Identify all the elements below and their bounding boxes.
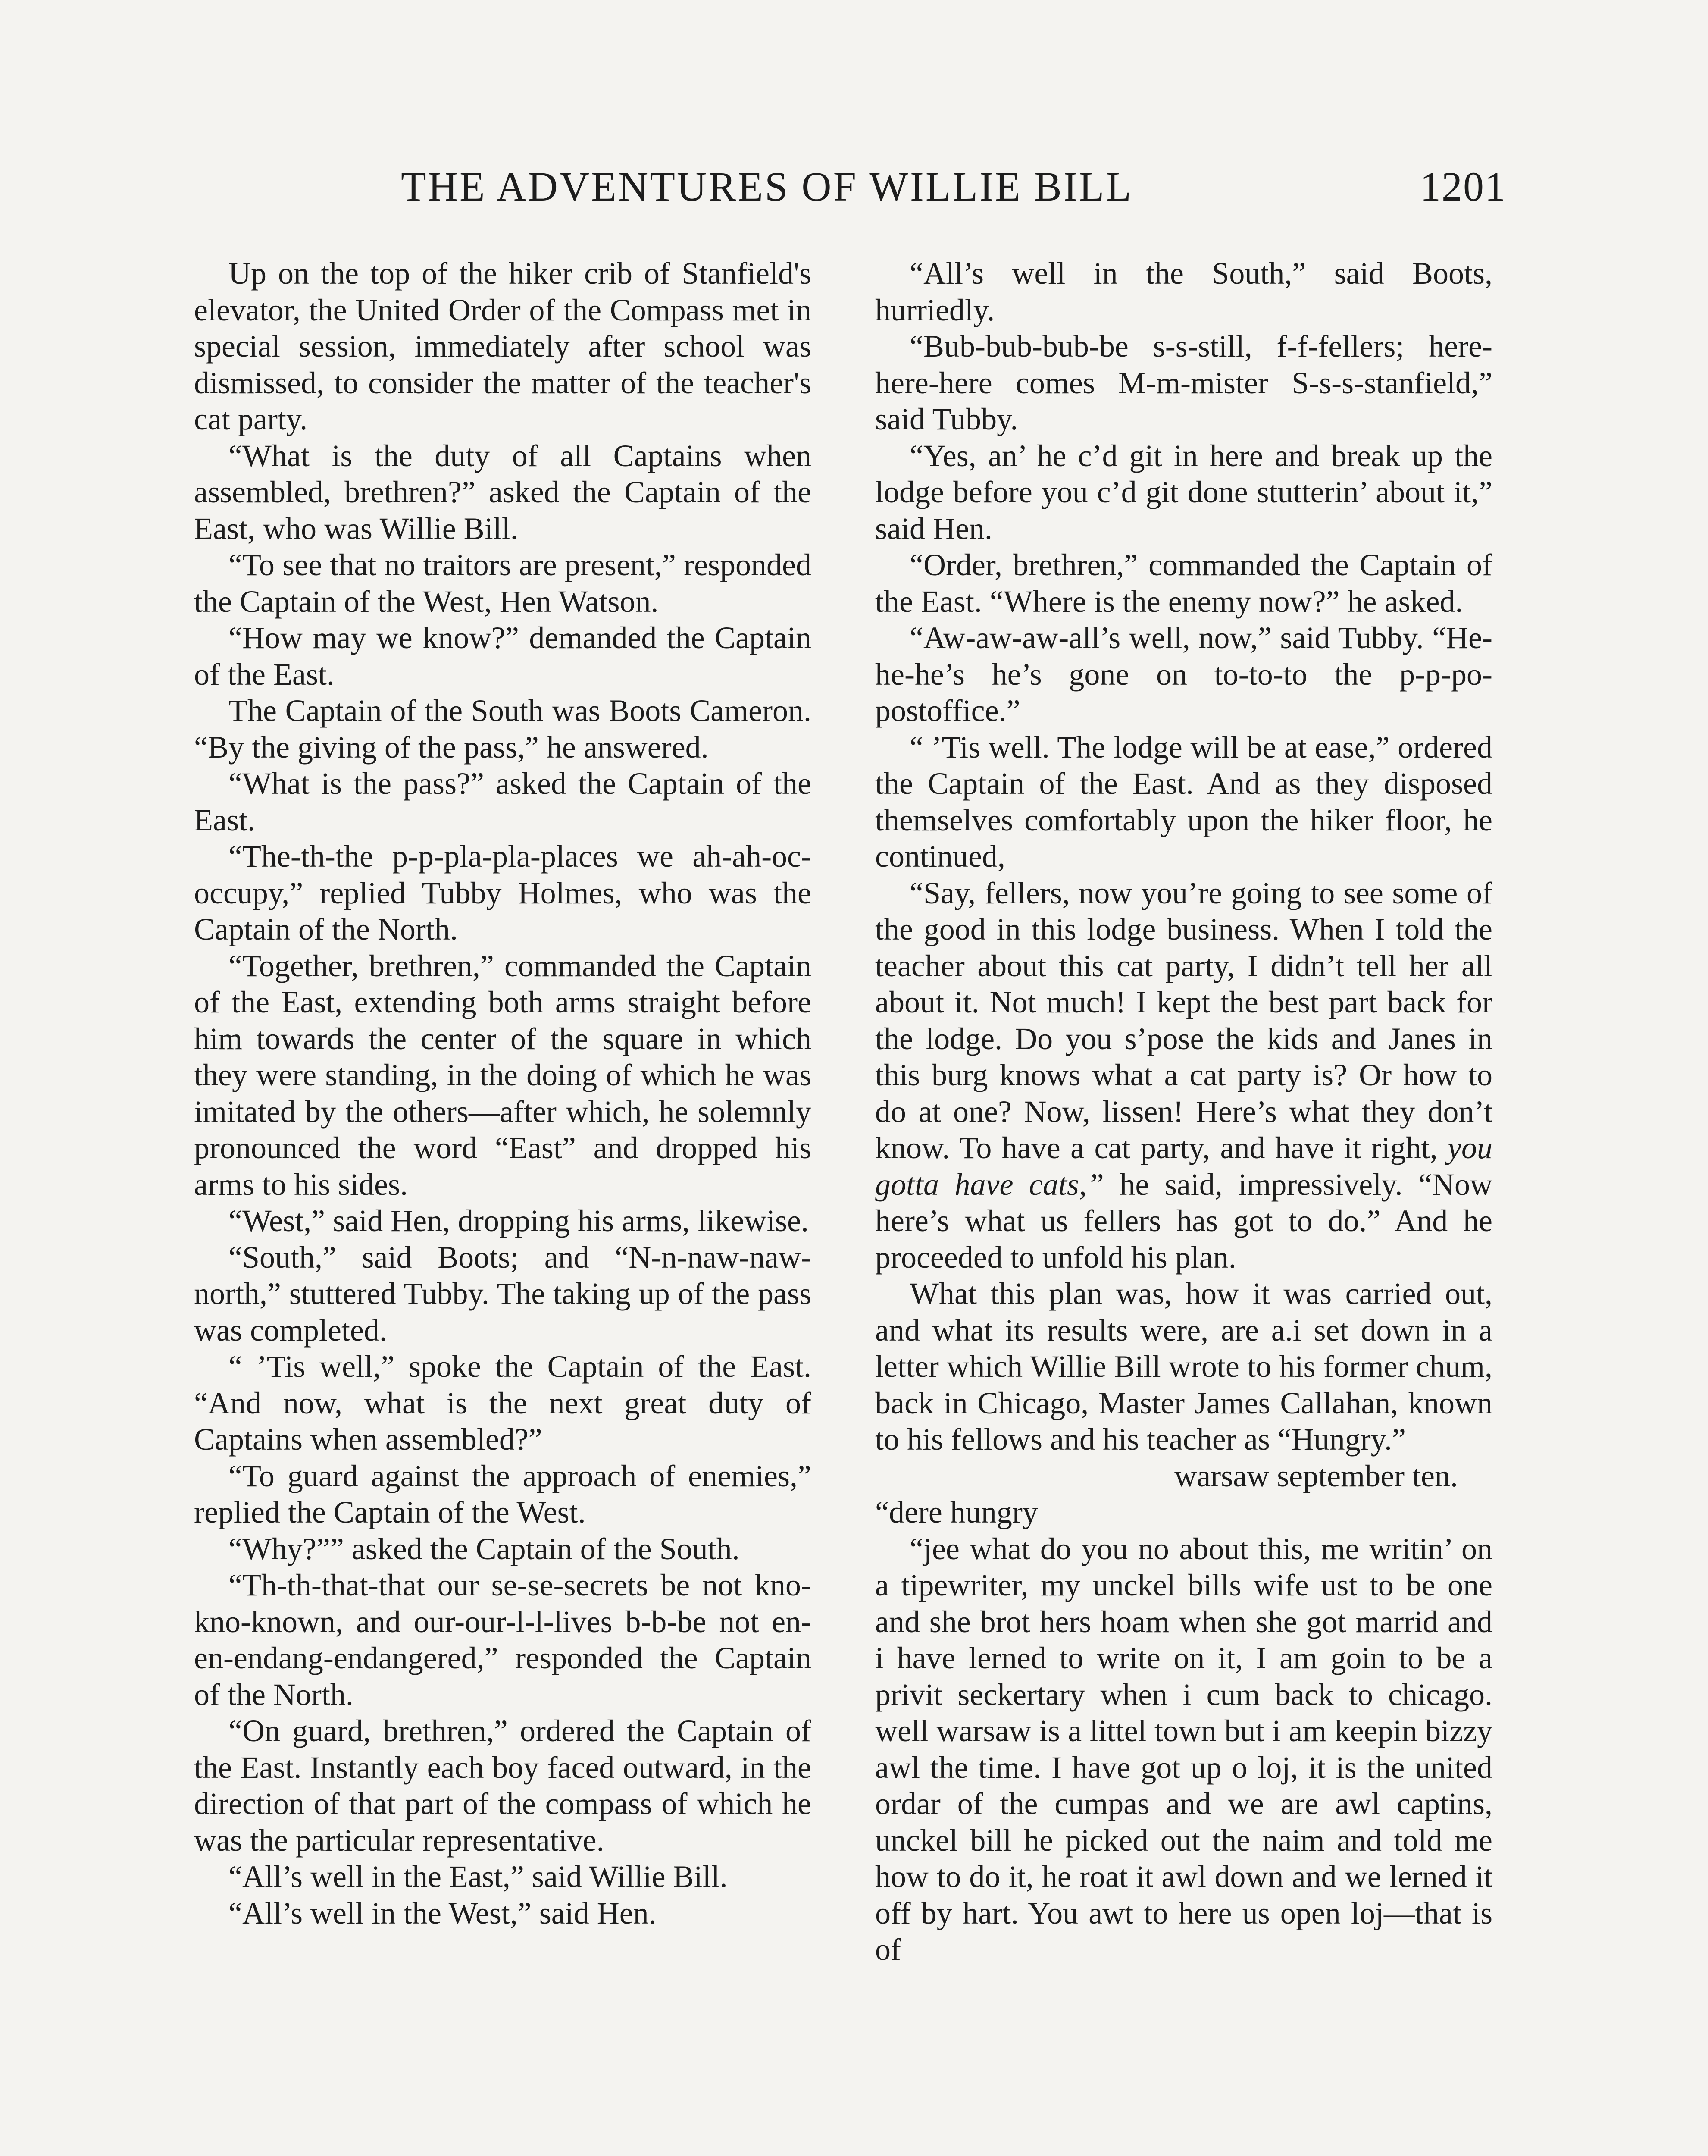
paragraph: What this plan was, how it was carried out, and what its results were, are a.i set down in a letter which Willie Bill wrote to his former chum, back in Chicago, Master James Callahan, known to his fellows and his teacher as “Hungry.”: [875, 1276, 1492, 1457]
plan-paragraph: [875, 875, 1492, 1276]
letter-body: “jee what do you no about this, me writin’ on a tipewriter, my unckel bills wife ust to be one and she brot hers hoam when she got marrid and i have lerned to write on it, I am goin to be a privit seckertary when i cum back to chicago. well warsaw is a littel town but i am keepin bizzy awl the time. I have got up o loj, it is the united ordar of the cumpas and we are awl captins, unckel bill he picked out the naim and told me how to do it, he roat it awl down and we lerned it off by hart. You awt to here us open loj—that is of: [875, 1531, 1492, 1967]
paragraph: “Order, brethren,” commanded the Captain of the East. “Where is the enemy now?” he asked.: [875, 548, 1492, 619]
paragraph: “All’s well in the West,” said Hen.: [228, 1896, 657, 1930]
paragraph: “To guard against the approach of enemies,” replied the Captain of the West.: [194, 1458, 811, 1529]
left-column: [194, 255, 811, 1931]
paragraph: “Together, brethren,” commanded the Captain of the East, extending both arms straight before him towards the center of the square in which they were standing, in the doing of which he was imitated by the others—after which, he solemnly pronounced the word “East” and dropped his arms to his sides.: [194, 948, 811, 1202]
plan-text-end: he said, impressively. “Now here’s what us fellers has got to do.” And he proceeded to unfold his plan.: [875, 1167, 1493, 1275]
paragraph: “Bub-bub-bub-be s-s-still, f-f-fellers; here-here-here comes M-m-mister S-s-s-stanfield,” said Tubby.: [875, 329, 1492, 436]
paragraph: “Aw-aw-aw-all’s well, now,” said Tubby. “He-he-he’s he’s gone on to-to-to the p-p-po-postoffice.”: [875, 620, 1492, 728]
paragraph: “How may we know?” demanded the Captain of the East.: [194, 620, 811, 692]
paragraph: “ ’Tis well. The lodge will be at ease,” ordered the Captain of the East. And as they disposed themselves comfortably upon the hiker floor, he continued,: [875, 730, 1492, 874]
paragraph: “South,” said Boots; and “N-n-naw-naw-north,” stuttered Tubby. The taking up of the pass was completed.: [194, 1240, 811, 1348]
paragraph: “All’s well in the South,” said Boots, hurriedly.: [875, 256, 1492, 327]
page-number: 1201: [1420, 163, 1506, 210]
letter-dateline: warsaw september ten.: [1174, 1458, 1458, 1493]
letter-salutation: “dere hungry: [875, 1495, 1038, 1529]
paragraph: “On guard, brethren,” ordered the Captain of the East. Instantly each boy faced outward, in the direction of that part of the compass of which he was the particular representative.: [194, 1714, 811, 1858]
paragraph: “All’s well in the East,” said Willie Bill.: [228, 1859, 728, 1894]
paragraph: Up on the top of the hiker crib of Stanfield's elevator, the United Order of the Compass met in special session, immediately after school was dismissed, to consider the matter of the teacher's cat party.: [194, 256, 811, 436]
paragraph: “Yes, an’ he c’d git in here and break up the lodge before you c’d git done stutterin’ about it,” said Hen.: [875, 438, 1492, 546]
paragraph: “Th-th-that-that our se-se-secrets be not kno-kno-known, and our-our-l-l-lives b-b-be not en-en-endang-endangered,” responded the Captain of the North.: [194, 1568, 811, 1712]
paragraph: The Captain of the South was Boots Cameron. “By the giving of the pass,” he answered.: [194, 693, 811, 765]
paragraph: “To see that no traitors are present,” responded the Captain of the West, Hen Watson.: [194, 548, 811, 619]
paragraph: “ ’Tis well,” spoke the Captain of the East. “And now, what is the next great duty of Captains when assembled?”: [194, 1349, 811, 1457]
paragraph: “West,” said Hen, dropping his arms, likewise.: [228, 1203, 809, 1238]
paragraph: “What is the pass?” asked the Captain of the East.: [194, 766, 811, 837]
italic-phrase: you gotta have cats,”: [875, 1131, 1492, 1202]
paragraph: “Why?”” asked the Captain of the South.: [228, 1531, 740, 1566]
plan-text-start: “Say, fellers, now you’re going to see some of the good in this lodge business. When I told the teacher about this cat party, I didn’t tell her all about it. Not much! I kept the best part back for the lodge. Do you s’pose the kids and Janes in this burg knows what a cat party is? Or how to do at one? Now, lissen! Here’s what they don’t know. To have a cat party, and have it right,: [875, 875, 1492, 1165]
right-column: [875, 255, 1492, 1968]
paragraph: “The-th-the p-p-pla-pla-places we ah-ah-oc-occupy,” replied Tubby Holmes, who was the Captain of the North.: [194, 839, 811, 946]
paragraph: “What is the duty of all Captains when assembled, brethren?” asked the Captain of the East, who was Willie Bill.: [194, 438, 811, 546]
running-head-title: THE ADVENTURES OF WILLIE BILL: [401, 163, 1133, 210]
